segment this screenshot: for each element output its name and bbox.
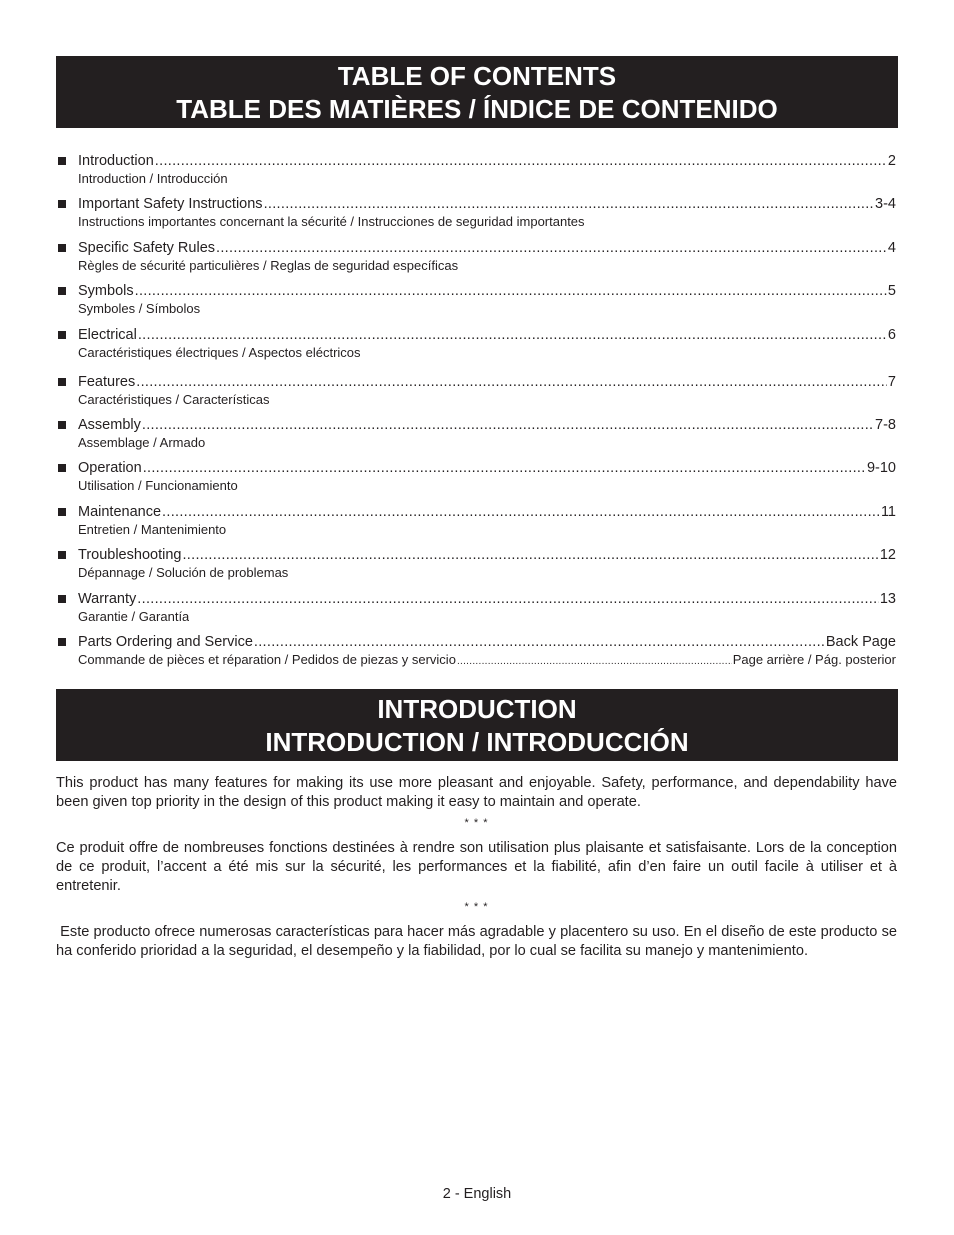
introduction-header-banner — [56, 689, 898, 761]
dot-leader — [162, 503, 880, 521]
intro-paragraph-french: Ce produit offre de nombreuses fonctions destinées à rendre son utilisation plus plaisante et satisfaisante. Lors de la conception de ce produit, l’accent a été mis sur la sécurité, les performances et la fiabilité, afin d’en faire un outil facile à utiliser et à entretenir. — [56, 840, 897, 894]
dot-leader — [182, 546, 878, 564]
dot-leader — [136, 373, 887, 391]
square-bullet-icon — [58, 421, 66, 429]
toc-entry-page: 4 — [887, 239, 896, 256]
toc-entry-subtitle: Assemblage / Armado — [78, 434, 206, 450]
toc-header-banner — [56, 56, 898, 128]
separator-stars: * * * — [464, 901, 489, 913]
separator-stars: * * * — [464, 817, 489, 829]
square-bullet-icon — [58, 157, 66, 165]
toc-entry-features[interactable] — [56, 373, 896, 416]
toc-entry-page: 11 — [880, 503, 896, 520]
dot-leader — [457, 652, 732, 670]
square-bullet-icon — [58, 244, 66, 252]
toc-entry-title: Electrical — [78, 326, 137, 343]
toc-entry-subtitle: Symboles / Símbolos — [78, 301, 201, 317]
toc-entry-title: Important Safety Instructions — [78, 196, 263, 213]
dot-leader — [155, 152, 887, 170]
toc-entry-title: Parts Ordering and Service — [78, 633, 253, 650]
toc-entry-subtitle: Introduction / Introducción — [78, 171, 228, 186]
toc-entry-subtitle: Commande de pièces et réparation / Pedidos de piezas y servicio — [78, 651, 456, 667]
toc-entry-title: Specific Safety Rules — [78, 239, 216, 256]
toc-entry-page: Back Page — [825, 633, 896, 650]
toc-entry-page: 3-4 — [875, 196, 896, 213]
toc-entry-subtitle: Caractéristiques / Características — [78, 391, 270, 407]
toc-heading-english: TABLE OF CONTENTS — [337, 61, 617, 91]
toc-entry-subtitle: Entretien / Mantenimiento — [78, 521, 227, 537]
toc-entry-subtitle: Caractéristiques électriques / Aspectos eléctricos — [78, 344, 361, 360]
toc-entry-safety-instructions[interactable] — [56, 195, 896, 238]
introduction-heading-english: INTRODUCTION — [377, 694, 577, 724]
toc-entry-troubleshooting[interactable] — [56, 546, 896, 589]
toc-entry-subtitle: Dépannage / Solución de problemas — [78, 565, 289, 581]
toc-entry-page: 7 — [887, 373, 896, 390]
dot-leader — [135, 282, 887, 300]
toc-entry-operation[interactable] — [56, 459, 896, 502]
dot-leader — [137, 590, 879, 608]
toc-entry-page: 7-8 — [875, 416, 896, 433]
square-bullet-icon — [58, 464, 66, 472]
toc-entry-title: Troubleshooting — [78, 547, 182, 564]
square-bullet-icon — [58, 331, 66, 339]
dot-leader — [216, 239, 887, 257]
toc-entry-warranty[interactable] — [56, 590, 896, 633]
dot-leader — [143, 459, 866, 477]
square-bullet-icon — [58, 595, 66, 603]
square-bullet-icon — [58, 551, 66, 559]
toc-entry-title: Maintenance — [78, 503, 162, 520]
toc-entry-page: 9-10 — [866, 460, 896, 477]
square-bullet-icon — [58, 287, 66, 295]
square-bullet-icon — [58, 508, 66, 516]
table-of-contents — [56, 152, 896, 676]
introduction-heading-translations: INTRODUCTION / INTRODUCCIÓN — [265, 727, 689, 757]
toc-entry-page: 12 — [879, 547, 896, 564]
toc-entry-page: 5 — [887, 283, 896, 300]
toc-entry-electrical[interactable] — [56, 326, 896, 373]
square-bullet-icon — [58, 200, 66, 208]
square-bullet-icon — [58, 378, 66, 386]
toc-entry-title: Warranty — [78, 590, 137, 607]
toc-entry-title: Operation — [78, 460, 142, 477]
dot-leader — [142, 416, 874, 434]
square-bullet-icon — [58, 638, 66, 646]
toc-entry-introduction[interactable] — [56, 152, 896, 195]
toc-entry-subtitle-page: Page arrière / Pág. posterior — [732, 651, 896, 667]
toc-entry-parts-ordering[interactable] — [56, 633, 896, 676]
toc-entry-subtitle: Garantie / Garantía — [78, 608, 190, 624]
intro-paragraph-english: This product has many features for making its use more pleasant and enjoyable. Safety, performance, and dependability have been given top priority in the design of this product making it easy to maintain and operate. — [56, 775, 897, 810]
intro-paragraph-spanish: Este producto ofrece numerosas características para hacer más agradable y placentero su uso. En el diseño de este producto se ha conferido prioridad a la seguridad, el desempeño y la fiabilidad, por lo cual se facilita su manejo y mantenimiento. — [56, 924, 902, 959]
toc-entry-page: 2 — [887, 153, 896, 169]
toc-entry-title: Features — [78, 373, 136, 390]
dot-leader — [138, 326, 887, 344]
toc-entry-title: Introduction — [78, 153, 154, 169]
toc-entry-subtitle: Utilisation / Funcionamiento — [78, 478, 238, 494]
dot-leader — [254, 633, 825, 651]
toc-entry-assembly[interactable] — [56, 416, 896, 459]
toc-entry-maintenance[interactable] — [56, 503, 896, 546]
toc-entry-symbols[interactable] — [56, 282, 896, 325]
toc-entry-page: 6 — [887, 326, 896, 343]
toc-entry-title: Assembly — [78, 416, 141, 433]
toc-entry-subtitle: Règles de sécurité particulières / Reglas de seguridad específicas — [78, 257, 459, 273]
page-footer: 2 - English — [442, 1186, 512, 1202]
toc-entry-title: Symbols — [78, 283, 134, 300]
toc-entry-subtitle: Instructions importantes concernant la sécurité / Instrucciones de seguridad importantes — [78, 214, 585, 230]
toc-entry-page: 13 — [879, 590, 896, 607]
toc-heading-translations: TABLE DES MATIÈRES / ÍNDICE DE CONTENIDO — [176, 94, 778, 124]
toc-entry-specific-safety-rules[interactable] — [56, 239, 896, 282]
dot-leader — [264, 195, 874, 213]
